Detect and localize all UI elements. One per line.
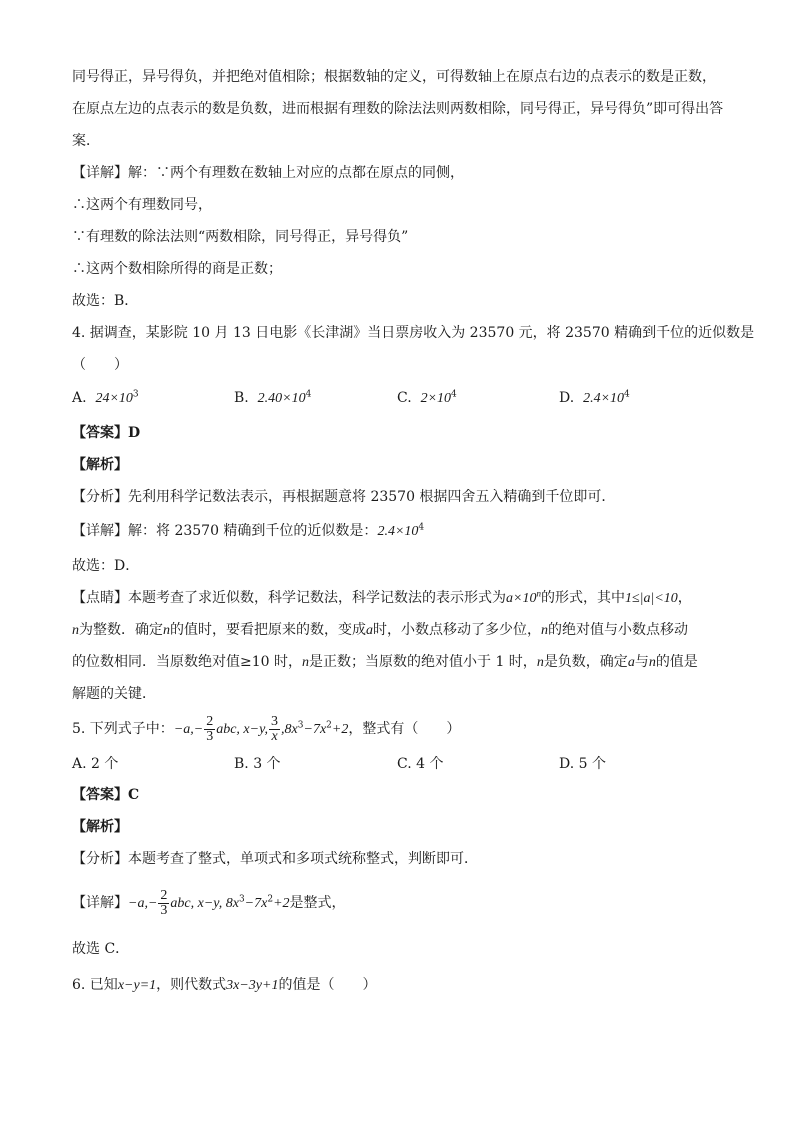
question-5-stem: 5. 下列式子中：−a,− $\frac{2}{3}$ abc, x−y, $\frac{3}{x}$ $,8x^3-7x^2+2$，整式有（ ）	[72, 713, 461, 744]
option-c: C. $2\times 10^4$	[397, 389, 457, 406]
remark-line: 的位数相同．当原数绝对值≥10 时，n是正数；当原数的绝对值小于 1 时，n是负数，确定a与n的值是	[72, 654, 698, 670]
option-b: B. $2.40\times 10^4$	[234, 389, 312, 406]
text-line: 故选：B．	[72, 293, 139, 309]
detailed-solution: 【详解】−a,− $\frac{2}{3}$ abc, x−y, $8x^3-7x^2+2$是整式，	[72, 887, 346, 918]
detailed-solution: 【详解】解：将 23570 精确到千位的近似数是：$2.4\times 10^4$	[72, 522, 425, 539]
remark-line: 解题的关键．	[72, 686, 156, 702]
fraction: $\frac{3}{x}$	[271, 713, 279, 744]
question-6-stem: 6. 已知x−y=1，则代数式3x−3y+1的值是（ ）	[72, 977, 377, 993]
remark-line: 【点睛】本题考查了求近似数，科学记数法，科学记数法的表示形式为$a\times 10^n$的形式，其中1≤|a|<10，	[72, 588, 692, 606]
text-line: 【详解】解：∵两个有理数在数轴上对应的点都在原点的同侧，	[72, 165, 464, 181]
choice-text: 故选：D．	[72, 558, 140, 574]
option-a: A. $24\times 10^3$	[72, 389, 139, 406]
analysis-label: 【解析】	[72, 457, 128, 473]
option-d: D. 5 个	[559, 756, 606, 772]
question-5-options	[72, 754, 722, 774]
remark-line: n为整数．确定n的值时，要看把原来的数，变成a时，小数点移动了多少位，n的绝对值与小数点移动	[72, 622, 688, 638]
analysis-text: 【分析】先利用科学记数法表示，再根据题意将 23570 根据四舍五入精确到千位即可．	[72, 489, 616, 505]
answer-label: 【答案】D	[72, 425, 141, 441]
answer-label: 【答案】C	[72, 787, 140, 803]
analysis-label: 【解析】	[72, 819, 128, 835]
analysis-text: 【分析】本题考查了整式，单项式和多项式统称整式，判断即可．	[72, 851, 478, 867]
option-b: B. 3 个	[234, 756, 281, 772]
text-line: ∵有理数的除法法则“两数相除，同号得正，异号得负”	[72, 229, 409, 245]
text-line: 案．	[72, 133, 100, 149]
fraction: $\frac{2}{3}$	[206, 713, 214, 744]
text-line: ∴这两个有理数同号，	[72, 197, 212, 213]
choice-text: 故选 C．	[72, 941, 130, 957]
text-line: 同号得正，异号得负，并把绝对值相除；根据数轴的定义，可得数轴上在原点右边的点表示的数是正数，	[72, 69, 716, 85]
option-a: A. 2 个	[72, 756, 119, 772]
text-line: ∴这两个数相除所得的商是正数；	[72, 261, 282, 277]
option-d: D. $2.4\times 10^4$	[559, 389, 630, 406]
question-4-paren: （ ）	[72, 357, 128, 373]
question-4-options	[72, 388, 722, 408]
option-c: C. 4 个	[397, 756, 444, 772]
question-4-stem: 4. 据调查，某影院 10 月 13 日电影《长津湖》当日票房收入为 23570 元，将 23570 精确到千位的近似数是	[72, 325, 755, 341]
fraction: $\frac{2}{3}$	[160, 887, 168, 918]
text-line: 在原点左边的点表示的数是负数，进而根据有理数的除法法则两数相除，同号得正，异号得负”即可得出答	[72, 101, 724, 117]
